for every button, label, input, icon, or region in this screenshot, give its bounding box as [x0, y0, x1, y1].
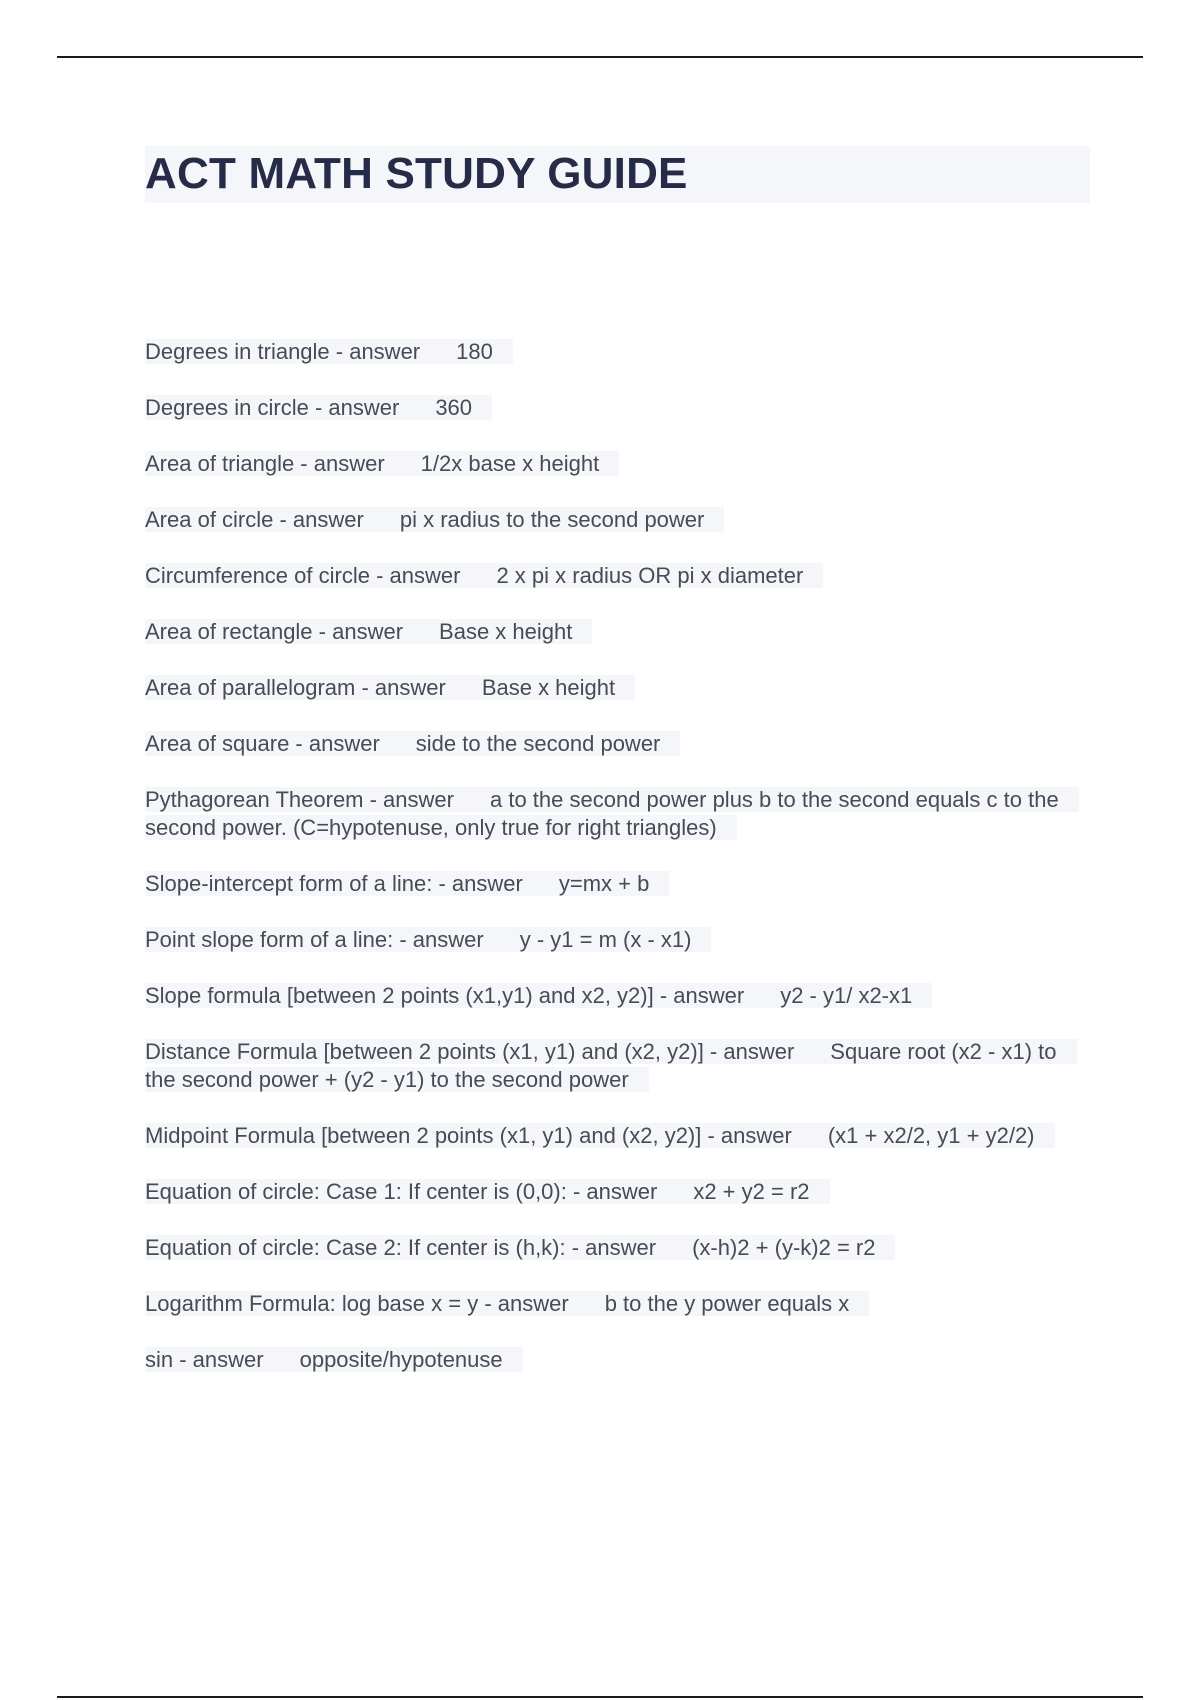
list-item: [145, 1122, 1090, 1150]
question-text: Slope-intercept form of a line: - answer: [145, 871, 523, 896]
question-text: Area of parallelogram - answer: [145, 675, 446, 700]
question-text: Area of circle - answer: [145, 507, 364, 532]
answer-text: pi x radius to the second power: [399, 507, 705, 532]
answer-text: side to the second power: [415, 731, 661, 756]
list-item: [145, 394, 1090, 422]
answer-text: 360: [435, 395, 473, 420]
answer-text: x2 + y2 = r2: [693, 1179, 810, 1204]
question-text: Equation of circle: Case 2: If center is (h,k): - answer: [145, 1235, 657, 1260]
list-item: [145, 450, 1090, 478]
list-item: [145, 618, 1090, 646]
answer-text: 1/2x base x height: [420, 451, 600, 476]
answer-text: 2 x pi x radius OR pi x diameter: [496, 563, 804, 588]
list-item: [145, 1038, 1090, 1094]
question-text: Midpoint Formula [between 2 points (x1, y1) and (x2, y2)] - answer: [145, 1123, 792, 1148]
list-item: [145, 338, 1090, 366]
answer-text: Base x height: [439, 619, 573, 644]
answer-text: (x-h)2 + (y-k)2 = r2: [692, 1235, 876, 1260]
list-item: [145, 926, 1090, 954]
question-text: Pythagorean Theorem - answer: [145, 787, 454, 812]
list-item: [145, 1290, 1090, 1318]
question-text: Distance Formula [between 2 points (x1, y1) and (x2, y2)] - answer: [145, 1039, 795, 1064]
list-item: [145, 982, 1090, 1010]
answer-text: 180: [456, 339, 493, 364]
top-divider: [57, 56, 1143, 58]
list-item: [145, 1346, 1090, 1374]
question-text: Equation of circle: Case 1: If center is (0,0): - answer: [145, 1179, 658, 1204]
list-item: [145, 786, 1090, 842]
page-title: ACT MATH STUDY GUIDE: [145, 149, 688, 198]
question-text: Logarithm Formula: log base x = y - answer: [145, 1291, 569, 1316]
question-text: Area of triangle - answer: [145, 451, 385, 476]
answer-text: y - y1 = m (x - x1): [519, 927, 692, 952]
answer-text: a to the second power plus b to the second equals c to the second power. (C=hypotenuse, only true for right triangles): [145, 787, 1059, 840]
list-item: [145, 870, 1090, 898]
list-item: [145, 562, 1090, 590]
question-text: Degrees in triangle - answer: [145, 339, 421, 364]
question-text: Degrees in circle - answer: [145, 395, 400, 420]
answer-text: opposite/hypotenuse: [299, 1347, 503, 1372]
list-item: [145, 730, 1090, 758]
answer-text: (x1 + x2/2, y1 + y2/2): [827, 1123, 1035, 1148]
question-text: Circumference of circle - answer: [145, 563, 461, 588]
answer-text: Base x height: [481, 675, 616, 700]
list-item: [145, 1234, 1090, 1262]
answer-text: Square root (x2 - x1) to the second power + (y2 - y1) to the second power: [145, 1039, 1057, 1092]
question-text: Point slope form of a line: - answer: [145, 927, 484, 952]
list-item: [145, 1178, 1090, 1206]
list-item: [145, 506, 1090, 534]
answer-text: b to the y power equals x: [604, 1291, 850, 1316]
bottom-divider: [57, 1696, 1143, 1698]
question-text: Area of square - answer: [145, 731, 380, 756]
question-text: sin - answer: [145, 1347, 264, 1372]
question-text: Area of rectangle - answer: [145, 619, 404, 644]
answer-text: y=mx + b: [558, 871, 650, 896]
answer-text: y2 - y1/ x2-x1: [780, 983, 913, 1008]
question-text: Slope formula [between 2 points (x1,y1) and x2, y2)] - answer: [145, 983, 745, 1008]
list-item: [145, 674, 1090, 702]
study-guide-list: [145, 338, 1090, 1402]
